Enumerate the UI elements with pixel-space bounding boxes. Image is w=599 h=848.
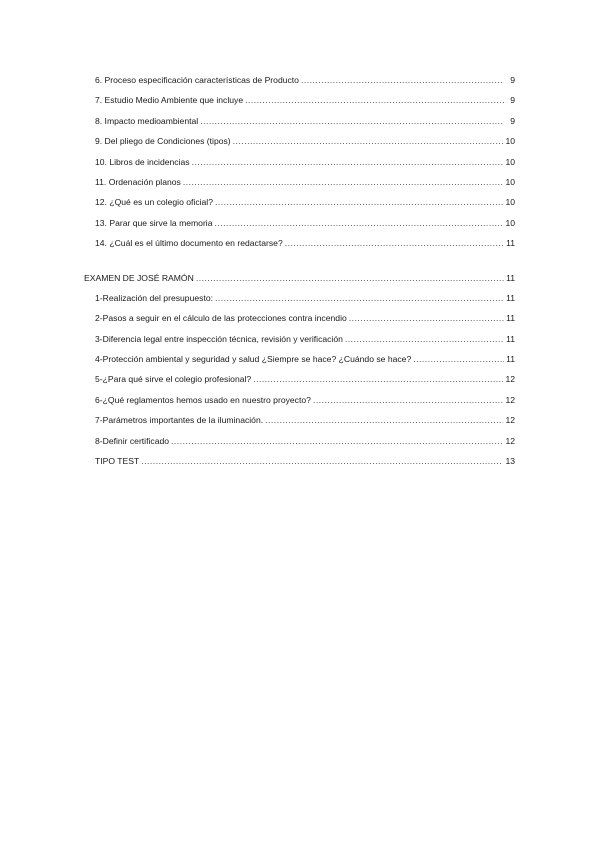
toc-entry-page: 12 [505, 374, 515, 385]
toc-entry[interactable] [0, 233, 515, 253]
toc-section-entry[interactable] [0, 268, 515, 288]
toc-entry[interactable] [0, 131, 515, 151]
toc-entry[interactable] [0, 192, 515, 212]
toc-entry-title: 7-Parámetros importantes de la iluminación. [95, 415, 264, 426]
toc-entry-page: 10 [505, 136, 515, 147]
toc-entry-page: 11 [506, 292, 515, 303]
toc-entry-title: 13. Parar que sirve la memoria [95, 217, 213, 228]
toc-entry-title: 12. ¿Qué es un colegio oficial? [95, 197, 213, 208]
toc-leader-dots [245, 90, 504, 110]
toc-leader-dots [171, 431, 503, 451]
toc-entry[interactable] [0, 172, 515, 192]
toc-entry[interactable] [0, 111, 515, 131]
toc-leader-dots [215, 288, 504, 308]
toc-entry-title: 9. Del pliego de Condiciones (tipos) [95, 136, 231, 147]
table-of-contents [0, 70, 599, 471]
toc-entry-page: 12 [505, 394, 515, 405]
toc-entry[interactable] [0, 70, 515, 90]
toc-entry-title: 6. Proceso especificación características de Producto [95, 75, 299, 85]
toc-leader-dots [285, 233, 504, 253]
toc-group [0, 70, 599, 254]
toc-entry-page: 10 [505, 197, 515, 208]
toc-entry-title: 10. Libros de incidencias [95, 156, 190, 167]
toc-entry-page: 11 [506, 333, 515, 344]
toc-entry-page: 9 [510, 75, 515, 85]
toc-entry[interactable] [0, 308, 515, 328]
toc-entry[interactable] [0, 152, 515, 172]
toc-entry-title: 6-¿Qué reglamentos hemos usado en nuestro proyecto? [95, 394, 311, 405]
toc-entry-title: 2-Pasos a seguir en el cálculo de las protecciones contra incendio [95, 313, 347, 324]
toc-entry-page: 10 [505, 156, 515, 167]
toc-leader-dots [141, 451, 503, 471]
toc-entry[interactable] [0, 390, 515, 410]
toc-entry-title: 5-¿Para qué sirve el colegio profesional? [95, 374, 252, 385]
toc-section-title: EXAMEN DE JOSÉ RAMÓN [84, 272, 194, 283]
toc-entry-page: 12 [505, 415, 515, 426]
toc-entry-page: 10 [505, 217, 515, 228]
toc-entry-title: 14. ¿Cuál es el último documento en redactarse? [95, 238, 283, 249]
toc-leader-dots [200, 111, 504, 131]
toc-leader-dots [196, 268, 504, 288]
toc-entry-page: 11 [506, 354, 515, 365]
toc-entry-page: 11 [506, 238, 515, 249]
toc-entry[interactable] [0, 451, 515, 471]
toc-entry-title: 11. Ordenación planos [95, 176, 181, 187]
toc-entry-title: 3-Diferencia legal entre inspección técnica, revisión y verificación [95, 333, 343, 344]
toc-entry[interactable] [0, 349, 515, 369]
toc-leader-dots [265, 410, 503, 430]
toc-entry-page: 13 [505, 456, 515, 467]
toc-entry-page: 11 [506, 313, 515, 324]
toc-leader-dots [215, 192, 503, 212]
toc-entry[interactable] [0, 369, 515, 389]
toc-entry[interactable] [0, 410, 515, 430]
toc-entry-page: 9 [510, 95, 515, 106]
toc-entry-page: 11 [506, 272, 515, 283]
toc-group [0, 268, 599, 472]
toc-entry-title: 4-Protección ambiental y seguridad y salud ¿Siempre se hace? ¿Cuándo se hace? [95, 354, 412, 365]
toc-entry-page: 12 [505, 435, 515, 446]
toc-leader-dots [349, 308, 504, 328]
toc-leader-dots [413, 349, 504, 369]
toc-entry[interactable] [0, 288, 515, 308]
toc-entry[interactable] [0, 90, 515, 110]
toc-entry-page: 9 [510, 115, 515, 126]
toc-leader-dots [301, 70, 504, 90]
toc-entry[interactable] [0, 431, 515, 451]
toc-leader-dots [183, 172, 504, 192]
toc-entry-title: 7. Estudio Medio Ambiente que incluye [95, 95, 244, 106]
toc-entry[interactable] [0, 329, 515, 349]
toc-leader-dots [215, 213, 504, 233]
toc-leader-dots [313, 390, 504, 410]
toc-leader-dots [345, 329, 504, 349]
toc-entry-title: TIPO TEST [95, 456, 140, 467]
toc-leader-dots [233, 131, 504, 151]
toc-leader-dots [192, 152, 504, 172]
toc-entry[interactable] [0, 213, 515, 233]
toc-entry-page: 10 [505, 176, 515, 187]
toc-leader-dots [253, 369, 503, 389]
toc-entry-title: 8-Definir certificado [95, 435, 170, 446]
toc-entry-title: 8. Impacto medioambiental [95, 115, 199, 126]
toc-entry-title: 1-Realización del presupuesto: [95, 292, 213, 303]
